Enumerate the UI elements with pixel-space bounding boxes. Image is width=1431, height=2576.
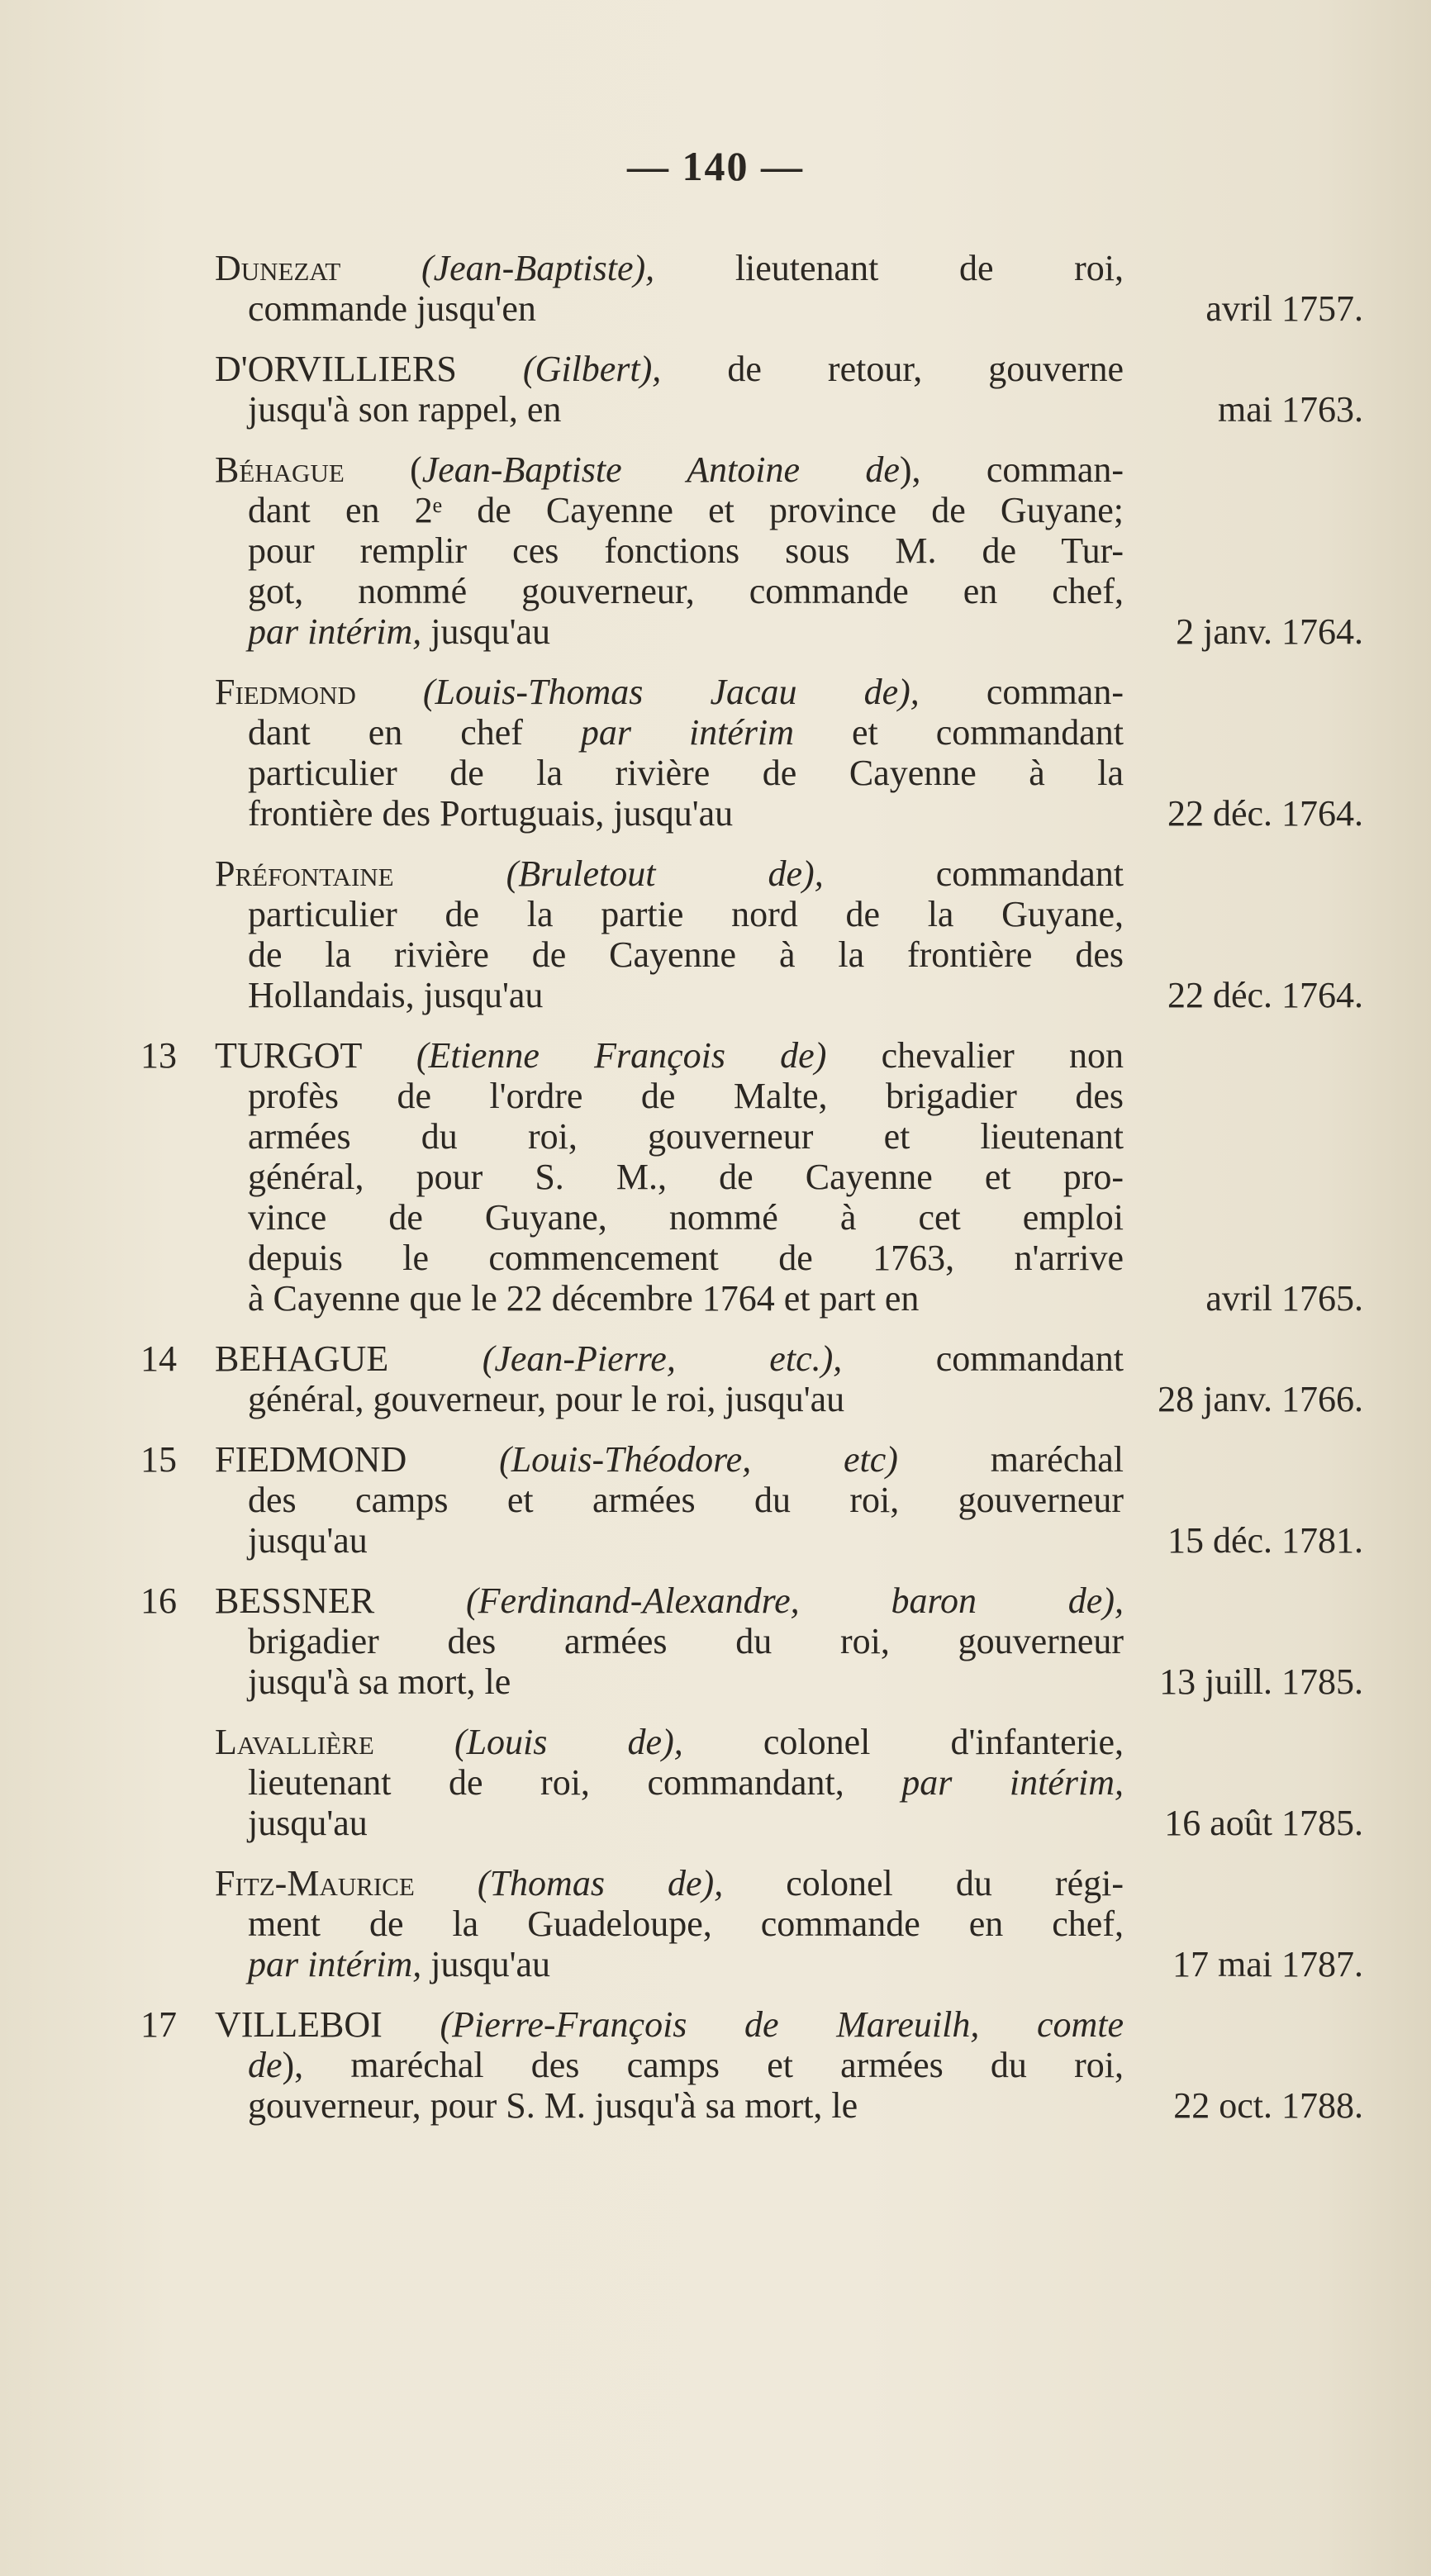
entry-line xyxy=(140,490,1363,530)
entry-line xyxy=(140,349,1363,389)
entry-italic-text: (Thomas de), xyxy=(477,1863,724,1903)
entry-italic-text: (Louis de), xyxy=(454,1722,683,1762)
entry-text: de la rivière de Cayenne à la frontière des xyxy=(248,934,1124,975)
entry-italic-text: (Jean-Pierre, etc.), xyxy=(482,1338,843,1379)
entry-text: Hollandais, jusqu'au xyxy=(248,975,544,1015)
entry-line xyxy=(140,672,1363,712)
list-item xyxy=(140,349,1363,430)
entry-number: 13 xyxy=(140,1035,177,1076)
entry-italic-text: (Ferdinand-Alexandre, baron de), xyxy=(466,1580,1124,1621)
entry-italic-text: Jean-Baptiste Antoine de xyxy=(421,449,900,490)
entry-text: commandant xyxy=(823,853,1124,894)
entry-list xyxy=(140,248,1363,2146)
entry-text: et commandant xyxy=(794,712,1124,753)
entry-line xyxy=(140,1157,1363,1197)
entry-date: 22 oct. 1788. xyxy=(1173,2085,1363,2126)
entry-line xyxy=(140,530,1363,571)
entry-text: particulier de la rivière de Cayenne à la xyxy=(248,753,1124,793)
entry-text: brigadier des armées du roi, gouverneur xyxy=(248,1621,1124,1661)
entry-line xyxy=(140,611,1363,652)
entry-italic-text: (Etienne François de) xyxy=(416,1035,827,1076)
entry-line xyxy=(140,1722,1363,1762)
entry-text: lieutenant de roi, xyxy=(654,248,1124,288)
entry-text: depuis le commencement de 1763, n'arrive xyxy=(248,1238,1124,1278)
entry-name: Préfontaine xyxy=(215,853,394,894)
entry-line xyxy=(140,1863,1363,1903)
entry-line xyxy=(140,1439,1363,1480)
entry-line xyxy=(140,894,1363,934)
entry-text: général, gouverneur, pour le roi, jusqu'au xyxy=(248,1379,845,1419)
entry-date: mai 1763. xyxy=(1218,389,1363,430)
entry-text: BESSNER xyxy=(215,1580,467,1621)
entry-text: particulier de la partie nord de la Guyane, xyxy=(248,894,1124,934)
entry-line xyxy=(140,1944,1363,1984)
entry-line xyxy=(140,793,1363,834)
entry-line xyxy=(140,449,1363,490)
entry-text: profès de l'ordre de Malte, brigadier des xyxy=(248,1076,1124,1116)
entry-name: Lavallière xyxy=(215,1722,374,1762)
entry-text: colonel d'infanterie, xyxy=(682,1722,1124,1762)
entry-line xyxy=(140,248,1363,288)
entry-line xyxy=(140,2045,1363,2085)
list-item xyxy=(140,1338,1363,1419)
list-item xyxy=(140,248,1363,329)
entry-text: TURGOT xyxy=(215,1035,416,1076)
entry-text: jusqu'au xyxy=(248,1520,368,1561)
entry-text xyxy=(415,1863,478,1903)
entry-line xyxy=(140,1379,1363,1419)
entry-text: gouverneur, pour S. M. jusqu'à sa mort, le xyxy=(248,2085,858,2126)
entry-text: maréchal xyxy=(897,1439,1124,1480)
entry-line xyxy=(140,1621,1363,1661)
entry-line xyxy=(140,571,1363,611)
entry-text: des camps et armées du roi, gouverneur xyxy=(248,1480,1124,1520)
entry-line xyxy=(140,1338,1363,1379)
entry-date: 22 déc. 1764. xyxy=(1167,975,1363,1015)
entry-number: 15 xyxy=(140,1439,177,1480)
entry-text: jusqu'à son rappel, en xyxy=(248,389,562,430)
entry-text: jusqu'au xyxy=(248,1803,368,1843)
entry-date: avril 1765. xyxy=(1205,1278,1363,1319)
entry-date: 17 mai 1787. xyxy=(1172,1944,1363,1984)
page-number: — 140 — xyxy=(627,143,804,189)
entry-line xyxy=(140,1580,1363,1621)
entry-date: 16 août 1785. xyxy=(1164,1803,1363,1843)
entry-italic-text: (Louis-Thomas Jacau de), xyxy=(422,672,920,712)
entry-name: Béhague xyxy=(215,449,345,490)
entry-text xyxy=(356,672,423,712)
entry-text xyxy=(374,1722,454,1762)
entry-italic-text: par intérim, xyxy=(248,1944,422,1984)
entry-text xyxy=(340,248,421,288)
entry-text xyxy=(394,853,506,894)
entry-name: Fitz-Maurice xyxy=(215,1863,415,1903)
entry-text: dant en 2ᵉ de Cayenne et province de Guyane; xyxy=(248,490,1124,530)
entry-text: jusqu'à sa mort, le xyxy=(248,1661,511,1702)
entry-line xyxy=(140,2004,1363,2045)
entry-text: got, nommé gouverneur, commande en chef, xyxy=(248,571,1124,611)
entry-line xyxy=(140,1480,1363,1520)
entry-line xyxy=(140,1197,1363,1238)
entry-number: 17 xyxy=(140,2004,177,2045)
entry-name: Fiedmond xyxy=(215,672,356,712)
entry-text: commandant xyxy=(842,1338,1124,1379)
entry-italic-text: (Jean-Baptiste), xyxy=(421,248,655,288)
entry-line xyxy=(140,389,1363,430)
entry-text: chevalier non xyxy=(826,1035,1124,1076)
entry-italic-text: par intérim, xyxy=(248,611,422,652)
entry-text: à Cayenne que le 22 décembre 1764 et part en xyxy=(248,1278,920,1319)
entry-text: VILLEBOI xyxy=(215,2004,440,2045)
entry-text: dant en chef xyxy=(248,712,581,753)
entry-line xyxy=(140,1076,1363,1116)
entry-text: de retour, gouverne xyxy=(661,349,1124,389)
entry-text: pour remplir ces fonctions sous M. de Tur- xyxy=(248,530,1124,571)
entry-date: 2 janv. 1764. xyxy=(1176,611,1363,652)
entry-date: 15 déc. 1781. xyxy=(1167,1520,1363,1561)
entry-line xyxy=(140,1035,1363,1076)
entry-line xyxy=(140,753,1363,793)
entry-line xyxy=(140,1116,1363,1157)
entry-text: D'ORVILLIERS xyxy=(215,349,523,389)
entry-line xyxy=(140,1238,1363,1278)
entry-date: 28 janv. 1766. xyxy=(1158,1379,1363,1419)
entry-text: ), comman- xyxy=(899,449,1124,490)
entry-text: commande jusqu'en xyxy=(248,288,536,329)
entry-text: frontière des Portuguais, jusqu'au xyxy=(248,793,734,834)
entry-italic-text: (Gilbert), xyxy=(522,349,662,389)
entry-text: jusqu'au xyxy=(421,1944,551,1984)
entry-italic-text: par intérim, xyxy=(901,1762,1124,1803)
entry-italic-text: par intérim xyxy=(580,712,795,753)
entry-line xyxy=(140,934,1363,975)
entry-line xyxy=(140,1661,1363,1702)
list-item xyxy=(140,1863,1363,1984)
list-item xyxy=(140,449,1363,652)
entry-date: 13 juill. 1785. xyxy=(1159,1661,1363,1702)
entry-line xyxy=(140,1278,1363,1319)
entry-text: BEHAGUE xyxy=(215,1338,483,1379)
list-item xyxy=(140,1722,1363,1843)
entry-date: 22 déc. 1764. xyxy=(1167,793,1363,834)
entry-line xyxy=(140,853,1363,894)
entry-line xyxy=(140,712,1363,753)
list-item xyxy=(140,672,1363,834)
list-item xyxy=(140,2004,1363,2126)
list-item xyxy=(140,1035,1363,1319)
entry-italic-text: de xyxy=(248,2045,283,2085)
entry-text: jusqu'au xyxy=(421,611,551,652)
entry-text: lieutenant de roi, commandant, xyxy=(248,1762,902,1803)
entry-name: Dunezat xyxy=(215,248,341,288)
entry-text: ), maréchal des camps et armées du roi, xyxy=(282,2045,1124,2085)
entry-date: avril 1757. xyxy=(1205,288,1363,329)
entry-text: vince de Guyane, nommé à cet emploi xyxy=(248,1197,1124,1238)
entry-text: comman- xyxy=(919,672,1124,712)
entry-line xyxy=(140,2085,1363,2126)
entry-italic-text: (Bruletout de), xyxy=(506,853,824,894)
entry-text: FIEDMOND xyxy=(215,1439,500,1480)
entry-text: armées du roi, gouverneur et lieutenant xyxy=(248,1116,1124,1157)
entry-line xyxy=(140,1903,1363,1944)
entry-number: 14 xyxy=(140,1338,177,1379)
entry-line xyxy=(140,1520,1363,1561)
entry-number: 16 xyxy=(140,1580,177,1621)
list-item xyxy=(140,1439,1363,1561)
entry-text: ment de la Guadeloupe, commande en chef, xyxy=(248,1903,1124,1944)
entry-text: colonel du régi- xyxy=(723,1863,1124,1903)
entry-text: général, pour S. M., de Cayenne et pro- xyxy=(248,1157,1124,1197)
entry-line xyxy=(140,288,1363,329)
entry-line xyxy=(140,1762,1363,1803)
list-item xyxy=(140,1580,1363,1702)
list-item xyxy=(140,853,1363,1015)
entry-line xyxy=(140,975,1363,1015)
entry-line xyxy=(140,1803,1363,1843)
entry-text: ( xyxy=(344,449,422,490)
entry-italic-text: (Pierre-François de Mareuilh, comte xyxy=(440,2004,1124,2045)
entry-italic-text: (Louis-Théodore, etc) xyxy=(499,1439,898,1480)
